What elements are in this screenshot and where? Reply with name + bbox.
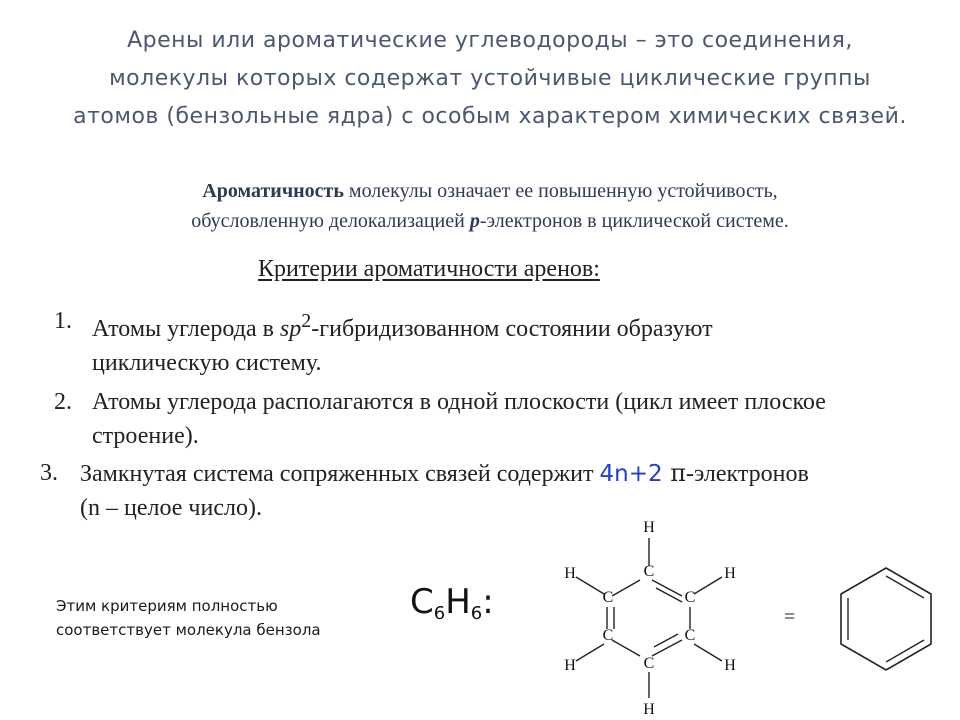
aromaticity-text: -электронов в циклической системе. — [479, 210, 789, 232]
equals-sign: = — [784, 606, 796, 628]
huckel-rule: 4n+2 — [599, 461, 663, 487]
aromaticity-text: обусловленную делокализацией — [191, 210, 470, 232]
carbon-atom: C — [684, 627, 696, 644]
criterion-number: 1. — [54, 308, 72, 334]
sp-symbol: sp — [279, 316, 302, 342]
definition-line: молекулы которых содержат устойчивые циклические группы — [109, 66, 871, 91]
criterion-text: строение). — [92, 423, 199, 449]
hydrogen-atom: H — [643, 701, 655, 718]
benzene-caption: Этим критериям полностью соответствует молекула бензола — [56, 597, 321, 639]
hydrogen-atom: H — [564, 657, 576, 674]
p-electron-symbol: p — [469, 210, 480, 232]
benzene-ring-icon — [836, 564, 936, 674]
aromaticity-paragraph — [60, 176, 920, 236]
criterion-text: (n – целое число). — [80, 495, 262, 521]
criteria-title: Критерии ароматичности аренов: — [258, 256, 600, 282]
criterion-text: Замкнутая система сопряженных связей содержит — [80, 461, 600, 487]
definition-line: атомов (бензольные ядра) с особым характером химических связей. — [73, 104, 907, 129]
criterion-text: циклическую систему. — [92, 350, 322, 376]
benzene-formula: $C_6H_6$: — [410, 582, 494, 624]
definition-line: Арены или ароматические углеводороды – это соединения, — [127, 28, 853, 53]
criterion-3 — [40, 456, 955, 528]
carbon-atom: C — [602, 589, 614, 606]
aromaticity-text: молекулы означает ее повышенную устойчивость, — [343, 180, 778, 202]
criterion-number: 3. — [40, 460, 58, 486]
criterion-1 — [54, 304, 954, 376]
criterion-number: 2. — [54, 389, 72, 415]
definition-text — [40, 22, 940, 136]
hydrogen-atom: H — [643, 519, 655, 536]
criterion-text: -электронов — [686, 461, 809, 487]
criterion-text: Атомы углерода располагаются в одной плоскости (цикл имеет плоское — [92, 389, 826, 415]
pi-symbol: π — [662, 459, 687, 487]
carbon-atom: C — [602, 627, 614, 644]
hydrogen-atom: H — [724, 565, 736, 582]
hydrogen-atom: H — [724, 657, 736, 674]
benzene-structural-formula — [540, 510, 780, 720]
carbon-atom: C — [684, 589, 696, 606]
criterion-text: Атомы углерода в — [92, 316, 280, 342]
carbon-atom: C — [643, 563, 655, 580]
sp-superscript: 2 — [301, 310, 312, 332]
criterion-2 — [54, 385, 954, 457]
aromaticity-term: Ароматичность — [202, 180, 344, 202]
carbon-atom: C — [643, 655, 655, 672]
criterion-text: -гибридизованном состоянии образуют — [311, 316, 713, 342]
hydrogen-atom: H — [564, 565, 576, 582]
